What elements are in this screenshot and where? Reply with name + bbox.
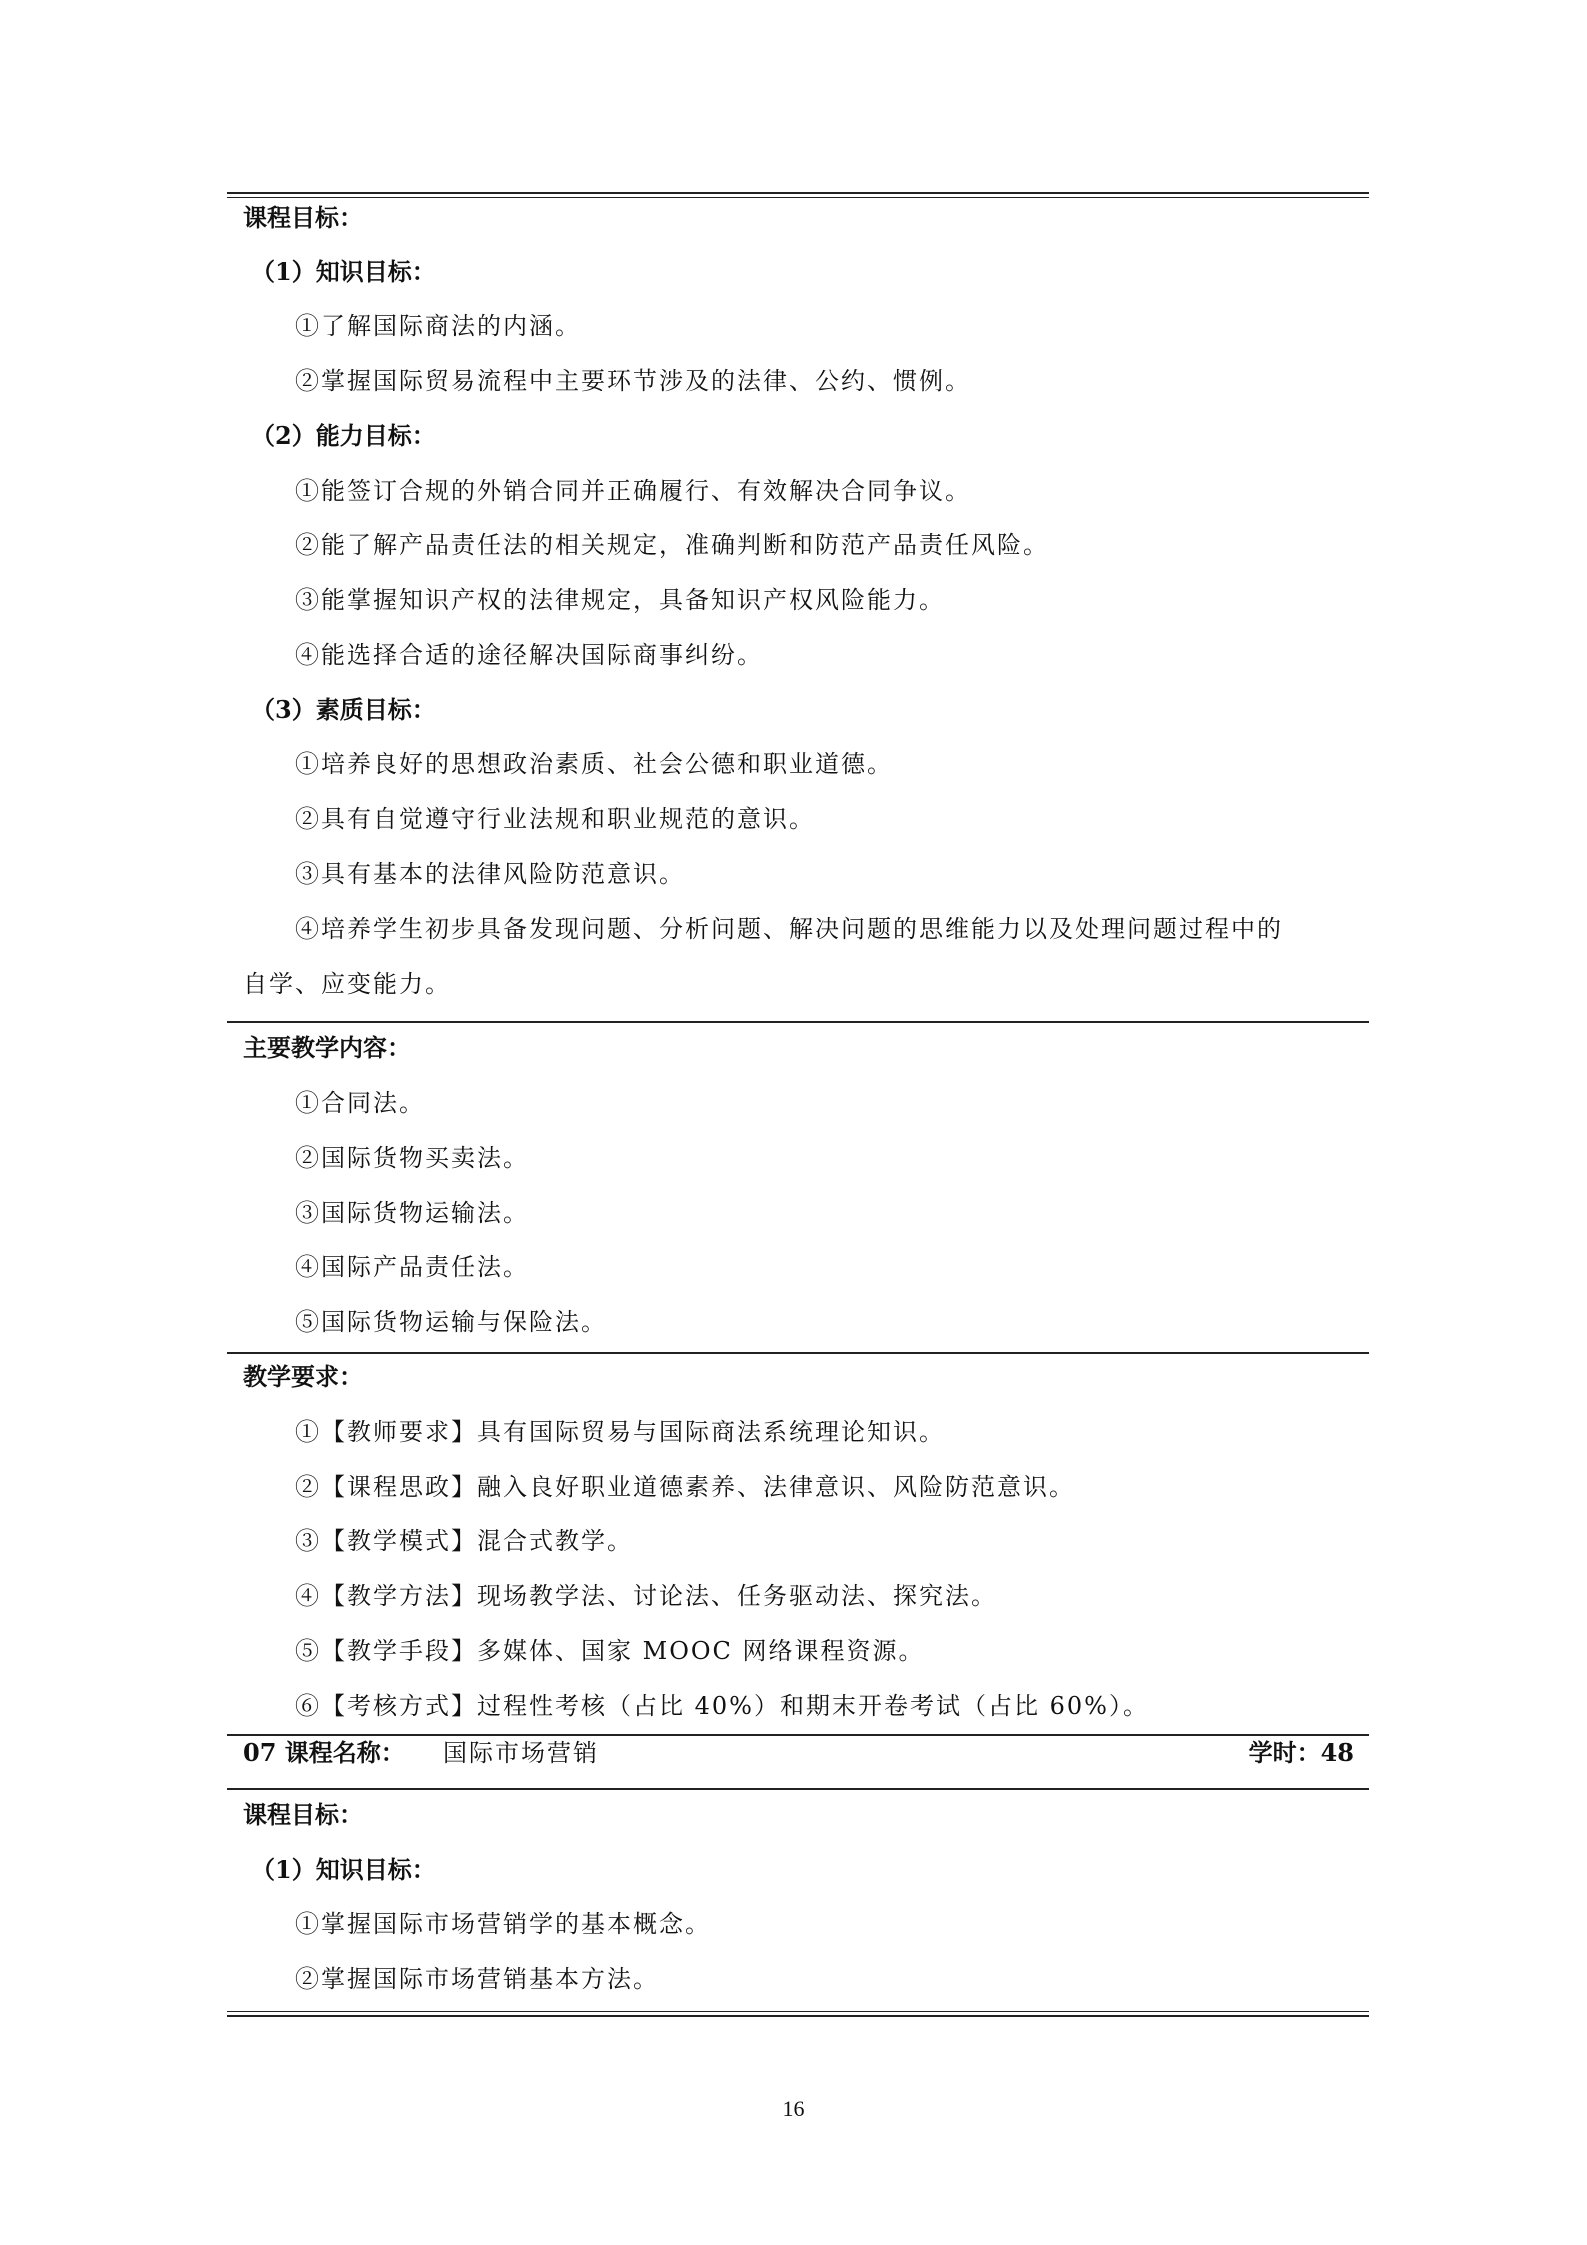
- section-divider: [227, 1352, 1369, 1354]
- list-item: ④培养学生初步具备发现问题、分析问题、解决问题的思维能力以及处理问题过程中的: [295, 915, 1283, 943]
- course-goals-heading: 课程目标：: [243, 1800, 363, 1829]
- knowledge-goals-heading: （1）知识目标：: [251, 1855, 436, 1884]
- course-hours: 学时：48: [1248, 1738, 1354, 1767]
- list-item: ①了解国际商法的内涵。: [295, 312, 581, 340]
- list-item-continuation: 自学、应变能力。: [243, 970, 451, 998]
- list-item: ③国际货物运输法。: [295, 1199, 529, 1227]
- list-item: ②能了解产品责任法的相关规定，准确判断和防范产品责任风险。: [295, 531, 1049, 559]
- list-item: ①合同法。: [295, 1089, 425, 1117]
- list-item: ③【教学模式】混合式教学。: [295, 1527, 633, 1555]
- page-number: 16: [782, 2096, 805, 2121]
- list-item: ①能签订合规的外销合同并正确履行、有效解决合同争议。: [295, 477, 971, 505]
- list-item: ②具有自觉遵守行业法规和职业规范的意识。: [295, 805, 815, 833]
- list-item: ⑤国际货物运输与保险法。: [295, 1308, 607, 1336]
- knowledge-goals-heading: （1）知识目标：: [251, 257, 436, 286]
- list-item: ③具有基本的法律风险防范意识。: [295, 860, 685, 888]
- list-item: ⑥【考核方式】过程性考核（占比 40%）和期末开卷考试（占比 60%）。: [295, 1692, 1149, 1720]
- list-item: ②掌握国际贸易流程中主要环节涉及的法律、公约、惯例。: [295, 367, 971, 395]
- list-item: ②掌握国际市场营销基本方法。: [295, 1965, 659, 1993]
- course-label: 07 课程名称：: [243, 1738, 405, 1767]
- section-divider: [227, 1734, 1369, 1736]
- list-item: ②国际货物买卖法。: [295, 1144, 529, 1172]
- bottom-double-rule: [227, 2011, 1369, 2017]
- section-divider: [227, 1021, 1369, 1023]
- teaching-requirements-heading: 教学要求：: [243, 1362, 363, 1391]
- list-item: ④国际产品责任法。: [295, 1253, 529, 1281]
- quality-goals-heading: （3）素质目标：: [251, 695, 436, 724]
- list-item: ④能选择合适的途径解决国际商事纠纷。: [295, 641, 763, 669]
- list-item: ①【教师要求】具有国际贸易与国际商法系统理论知识。: [295, 1418, 945, 1446]
- list-item: ④【教学方法】现场教学法、讨论法、任务驱动法、探究法。: [295, 1582, 997, 1610]
- course-name: 国际市场营销: [443, 1739, 599, 1767]
- list-item: ①掌握国际市场营销学的基本概念。: [295, 1910, 711, 1938]
- ability-goals-heading: （2）能力目标：: [251, 421, 436, 450]
- section-divider: [227, 1788, 1369, 1790]
- course-title-row: [243, 1738, 1354, 1772]
- list-item: ①培养良好的思想政治素质、社会公德和职业道德。: [295, 750, 893, 778]
- teaching-content-heading: 主要教学内容：: [243, 1033, 411, 1062]
- list-item: ⑤【教学手段】多媒体、国家 MOOC 网络课程资源。: [295, 1637, 925, 1665]
- list-item: ②【课程思政】融入良好职业道德素养、法律意识、风险防范意识。: [295, 1473, 1075, 1501]
- top-double-rule: [227, 192, 1369, 198]
- list-item: ③能掌握知识产权的法律规定，具备知识产权风险能力。: [295, 586, 945, 614]
- course-goals-heading: 课程目标：: [243, 203, 363, 232]
